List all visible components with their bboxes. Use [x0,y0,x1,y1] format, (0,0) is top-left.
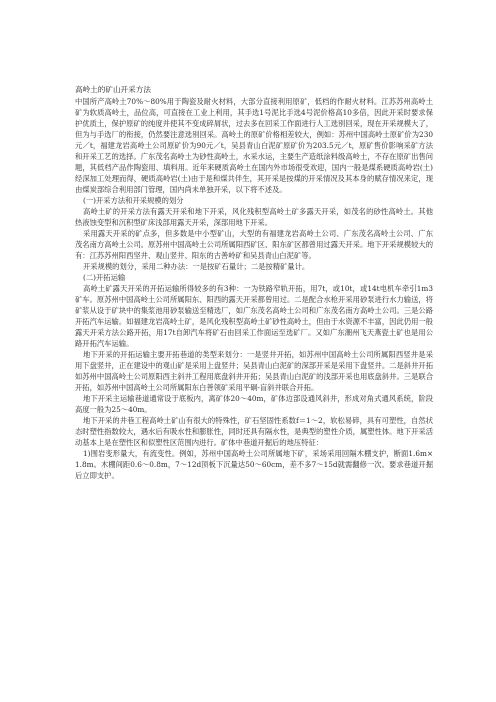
section-heading: (二)开拓运输 [83,273,126,282]
paragraph: 地下开采主运输巷道通常设于底板内，离矿体20～40m，矿体边部设通风斜井，形成对角式通风系统，阶段高度一般为25～40m。 [75,394,433,414]
paragraph: 开采规模的划分，采用二种办法：一是按矿石量计；二是按精矿量计。 [83,262,310,271]
paragraph: 高岭土矿露天开采的开拓运输所得较多的有3种：一为铁路窄轨开拓，用7t，或10t，或14t电机车牵引1m3矿车。原苏州中国高岭土公司所属阳东、阳西的露天开采都曾用过。二是配合水枪开采用砂泵进行水力输送，将矿浆从设于矿块中的集浆池用砂泵输送至精选厂，如广东茂名高岭土公司和广东茂名南方高岭土公司。三是公路开拓汽车运输。如福建龙岩高岭土矿，是风化残积型高岭土矿砂性高岭土，但由于水资源不丰富，因此仍用一般露天开采方法公路开拓，用17t自卸汽车将矿石由回采工作面运至选矿厂。又如广东潮州飞天燕瓷土矿也是用公路开拓汽车运输。 [75,284,433,348]
section-heading: (一)开采方法和开采规模的划分 [83,196,184,205]
document-page [75,84,433,481]
document-title: 高岭土的矿山开采方法 [75,85,151,94]
paragraph: 地下开采的开拓运输主要开拓巷道的类型来划分：一是竖井开拓，如苏州中国高岭土公司所属阳西竖井是采用下盘竖井，正在建设中的观山矿是采用上盘竖井；吴县青山白泥矿的深部开采是采用下盘竖井。二是斜井开拓如苏州中国高岭土公司原阳西主斜井工程用底盘斜井开拓；吴县青山白泥矿的浅部开采也用底盘斜井。三是联合开拓，如苏州中国高岭土公司所属阳东白善领矿采用平硐-盲斜井联合开拓。 [75,350,433,392]
paragraph: 高岭土矿的开采方法有露天开采和地下开采，风化残积型高岭土矿多露天开采，如茂名的砂性高岭土。其他热液蚀变型和沉积型矿床浅部用露天开采，深部用地下开采。 [75,207,433,227]
paragraph: 中国所产高岭土70%～80%用于陶瓷及耐火材料，大部分直接利用原矿，低档的作耐火材料。江苏苏州高岭土矿为软质高岭土，品位高，可直接在工业上利用，其手选1号泥比手选4号泥价格高10多倍，因此开采时要求保护优质土，保护原矿的纯度并使其不变成碎屑状，过去多在回采工作面进行人工选别回采，现在开采规模大了，但为与手选厂的衔接，仍然要注意选别回采。高岭土的原矿价格相差较大，例如：苏州中国高岭土原矿价为230元／t，福建龙岩高岭土公司原矿价为90元／t，吴县青山白泥矿原矿价为203.5元／t，原矿售价影响采矿方法和开采工艺的选择。广东茂名高岭土为砂性高岭土，水采水运，主要生产造纸涂料级高岭土，不存在原矿出售问题，其低档产品作陶瓷用、填料用。近年来硬质高岭土在国内外市场很受欢迎，国内一般是煤系硬质高岭岩(土)经深加工处理而得，硬质高岭岩(土)由于是和煤共伴生，其开采是按煤的开采情况及其本身的赋存情况来定，现由煤炭部综合利用部门管理，国内尚未单独开采，以下将不述及。 [75,97,433,194]
paragraph: 采用露天开采的矿点多，但多数是中小型矿山，大型的有福建龙岩高岭土公司、广东茂名高岭土公司、广东茂名南方高岭土公司。原苏州中国高岭土公司所属阳西矿区、阳东矿区都曾用过露天开采。地下开采规模较大的有：江苏苏州阳西坚井、观山竖井、阳东的古善岭矿和吴县青山白泥矿等。 [75,229,433,260]
paragraph: 1)围岩变形量大，有流变性。例如，苏州中国高岭土公司所属地下矿，采场采用回隔木棚支护，断面1.6m×1.8m。木棚间距0.6～0.8m，7～12d顶板下沉量达50～60cm，差不多7～15d就需翻修一次。要求巷道开掘后立即支护。 [75,449,433,480]
paragraph: 地下开采的井巷工程高岭土矿山有很大的特殊性，矿石坚固性系数f＝1～2，软松易碎，具有可塑性，自然状态时塑性指数较大，遇水后有吸水性和膨胀性，同时还具有隔水性，是典型的塑性介质，属塑性体。地下开采活动基本上是在塑性区和似塑性区范围内进行。矿体中巷道开掘后的地压特征： [75,416,433,447]
document-body [75,96,433,481]
